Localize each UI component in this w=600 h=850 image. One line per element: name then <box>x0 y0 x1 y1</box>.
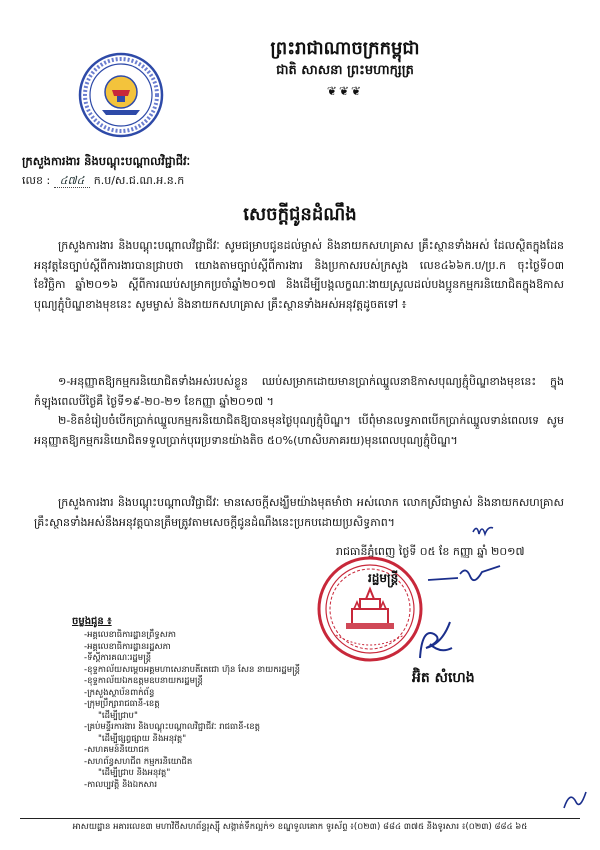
reference-handwritten-number: ៤៧៤ <box>54 174 91 188</box>
cc-item: -អគ្គលេខាធិការដ្ឋានព្រឹទ្ធសភា <box>84 630 176 640</box>
cc-item: -ក្រសួងស្ថាប័នពាក់ព័ន្ធ <box>84 687 155 698</box>
reference-number <box>22 174 184 190</box>
ministry-emblem <box>78 52 164 138</box>
handwritten-initial <box>470 520 500 540</box>
cc-item: -ក្រុមប្រឹក្សារាជធានី-ខេត្ត <box>84 699 160 709</box>
reference-label: លេខ : <box>22 174 51 187</box>
cc-item: -គ្រប់មន្ទីរការងារ និងបណ្តុះបណ្តាលវិជ្ជាជីវៈ រាជធានី-ខេត្ត <box>84 722 261 732</box>
heading-ornament: ❦❦❦ <box>326 84 364 98</box>
footer-address: អាសយដ្ឋាន អគារលេខ៣ មហាវិថីសហព័ន្ធរុស្ស៊ី សង្កាត់ទឹកល្អក់១ ខណ្ឌទួលគោក ទូរស័ព្ទ ៖(០២៣) ៨៨៤ ៣៧៥ និងទូរសារ ៖(០២៣) ៨៨៤ ៦៥ <box>72 822 528 832</box>
cc-item: -ខុទ្ទកាល័យសម្តេចអគ្គមហាសេនាបតីតេជោ ហ៊ុន សែន នាយករដ្ឋមន្ត្រី <box>84 664 301 675</box>
corner-signature-mark <box>560 788 590 812</box>
minister-title: រដ្ឋមន្ត្រី <box>368 571 399 585</box>
reference-suffix: ក.ប/ស.ជ.ណ.អ.ន.ក <box>93 174 185 187</box>
cc-item-note: "ដើម្បីជ្រាប" <box>98 710 138 721</box>
cc-heading: ចម្លងជូន ៖ <box>72 616 112 627</box>
kingdom-heading: ព្រះរាជាណាចក្រកម្ពុជា <box>270 38 420 59</box>
cc-item: -ខុទ្ទកាល័យឯកឧត្តមឧបនាយករដ្ឋមន្ត្រី <box>84 676 203 686</box>
minister-name: អ៊ិត សំហេង <box>412 670 475 686</box>
cc-item: -ទីស្តីការគណៈរដ្ឋមន្ត្រី <box>84 653 152 663</box>
paragraph-item-1: ១-អនុញ្ញាតឱ្យកម្មករនិយោជិតទាំងអស់របស់ខ្លួន ឈប់សម្រាកដោយមានប្រាក់ឈ្នួលនាឱកាសបុណ្យភ្ជុំបិណ្ឌខាងមុខនេះ ក្នុងកំឡុងពេលបីថ្ងៃគឺ ថ្ងៃទី១៩-២០-២១ ខែកញ្ញា ឆ្នាំ២០១៧ ។ <box>34 375 564 408</box>
paragraph-closing: ក្រសួងការងារ និងបណ្តុះបណ្តាលវិជ្ជាជីវៈ មានសេចក្តីសង្ឃឹមយ៉ាងមុតមាំថា អស់លោក លោកស្រីជាម្ចាស់ និងនាយកសហគ្រាស គ្រឹះស្ថានទាំងអស់នឹងអនុវត្តបានត្រឹមត្រូវតាមសេចក្តីជូនដំណឹងនេះប្រកបដោយប្រសិទ្ធភាព។ <box>34 496 564 529</box>
cc-item: -អគ្គលេខាធិការដ្ឋានរដ្ឋសភា <box>84 641 171 652</box>
cc-list <box>84 630 300 791</box>
national-motto: ជាតិ សាសនា ព្រះមហាក្សត្រ <box>276 63 414 78</box>
ministry-name: ក្រសួងការងារ និងបណ្តុះបណ្តាលវិជ្ជាជីវៈ <box>22 154 191 168</box>
cc-item: -សហគមន៍និយោជក <box>84 745 150 755</box>
paragraph-item-2: ២-ខិតខំរៀបចំបើកប្រាក់ឈ្នួលកម្មករនិយោជិតឱ្យបានមុនថ្ងៃបុណ្យភ្ជុំបិណ្ឌ។ បើពុំមានលទ្ធភាពបើកប្រាក់ឈ្នួលទាន់ពេលទេ សូមអនុញ្ញាតឱ្យកម្មករនិយោជិតទទួលប្រាក់បុរេប្រទានយ៉ាងតិច ៥០%(ហាសិបភាគរយ)មុនពេលបុណ្យភ្ជុំបិណ្ឌ។ <box>34 414 564 447</box>
paragraph-intro: ក្រសួងការងារ និងបណ្តុះបណ្តាលវិជ្ជាជីវៈ សូមជម្រាបជូនដល់ម្ចាស់ និងនាយកសហគ្រាស គ្រឹះស្ថានទាំងអស់ ដែលស្ថិតក្នុងដែនអនុវត្តនៃច្បាប់ស្តីពីការងារបានជ្រាបថា យោងតាមច្បាប់ស្តីពីការងារ និងប្រកាសរបស់ក្រសួង លេខ៤៦៦ក.ប/ប្រ.ក ចុះថ្ងៃទី០៣ ខែវិច្ឆិកា ឆ្នាំ២០១៦ ស្តីពីការឈប់សម្រាកប្រចាំឆ្នាំ២០១៧ និងដើម្បីបង្កលក្ខណៈងាយស្រួលដល់បងប្អូនកម្មករនិយោជិតក្នុងឱកាសបុណ្យភ្ជុំបិណ្ឌខាងមុខនេះ សូមម្ចាស់ និងនាយកសហគ្រាស គ្រឹះស្ថានទាំងអស់អនុវត្តដូចតទៅ ៖ <box>34 239 564 311</box>
sign-place-date: រាជធានីភ្នំពេញ ថ្ងៃទី ០៥ ខែ កញ្ញា ឆ្នាំ ២០១៧ <box>336 545 525 558</box>
cc-item-note: "ដើម្បីផ្សព្វផ្សាយ និងអនុវត្ត" <box>98 733 187 744</box>
document-title: សេចក្តីជូនដំណឹង <box>243 204 357 225</box>
footer-divider <box>20 818 580 819</box>
minister-signature <box>410 618 460 666</box>
initial-mark <box>420 560 510 600</box>
cc-item: -កាលប្បវត្តិ និងឯកសារ <box>84 779 158 790</box>
cc-item-note: "ដើម្បីជ្រាប និងអនុវត្ត" <box>98 768 171 778</box>
cc-item: -សហព័ន្ធសហជីព កម្មករនិយោជិត <box>84 756 193 767</box>
